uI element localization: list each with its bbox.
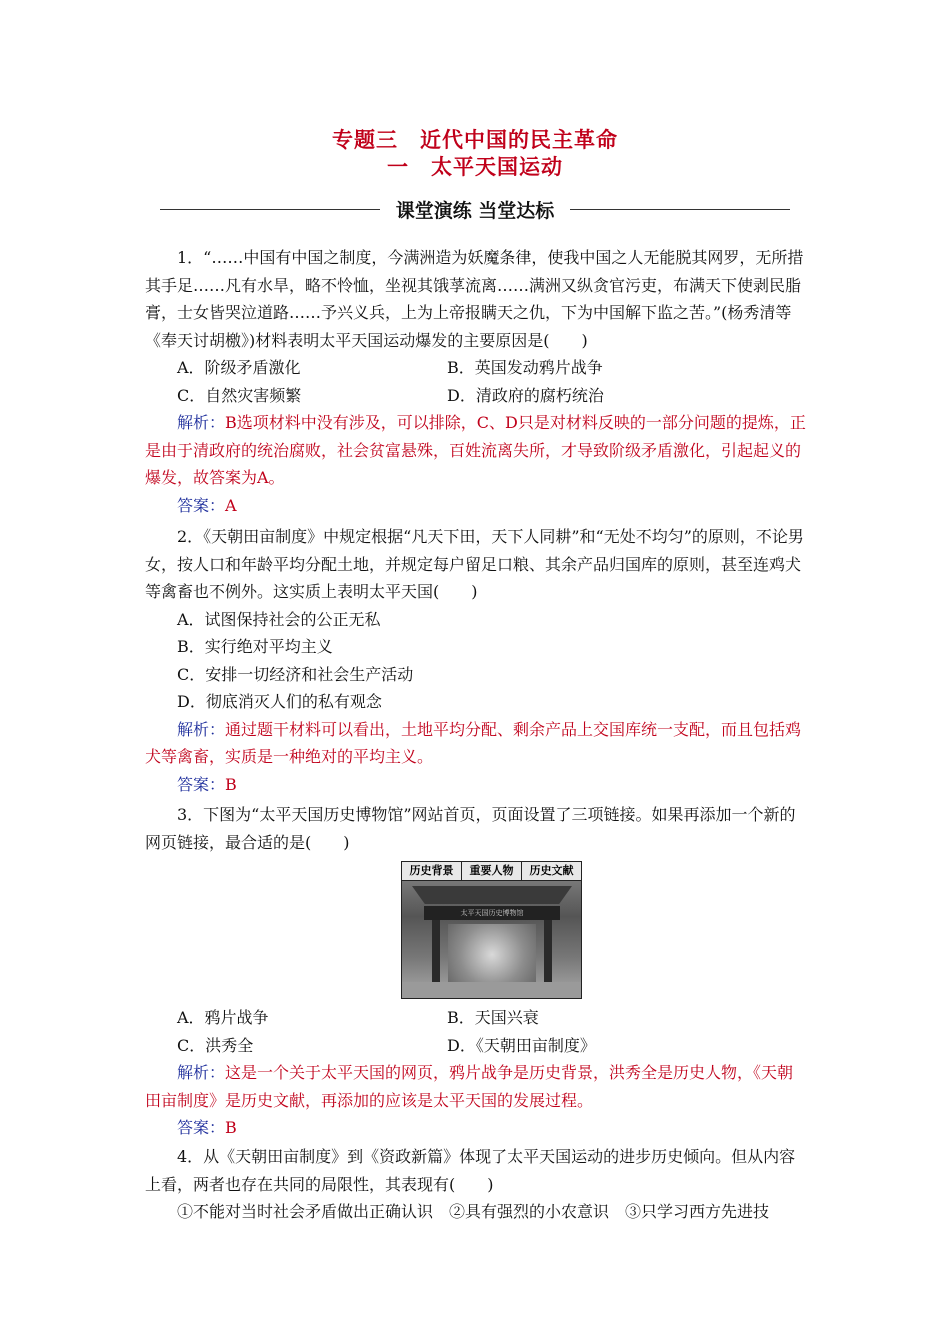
banner-text: 课堂演练 当堂达标 xyxy=(395,200,555,222)
question-3-analysis xyxy=(145,1059,807,1114)
page-subtitle: 一 太平天国运动 xyxy=(387,154,563,179)
question-3-options-row1 xyxy=(145,1004,807,1032)
option-c: C．安排一切经济和社会生产活动 xyxy=(177,664,414,684)
option-c: C．自然灾害频繁 xyxy=(177,385,302,405)
answer-label: 答案： xyxy=(177,1118,226,1137)
tab-history-background: 历史背景 xyxy=(402,862,462,880)
question-1 xyxy=(145,244,807,519)
analysis-label: 解析： xyxy=(177,413,226,432)
analysis-text: 这是一个关于太平天国的网页，鸦片战争是历史背景，洪秀全是历史人物，《天朝田亩制度》是历史文献，再添加的应该是太平天国的发展过程。 xyxy=(145,1063,794,1110)
option-a: A．试图保持社会的公正无私 xyxy=(177,609,381,629)
option-d: D．《天朝田亩制度》 xyxy=(447,1035,596,1055)
answer-value: A xyxy=(225,495,237,515)
section-banner xyxy=(160,196,790,222)
question-1-analysis xyxy=(145,409,807,492)
museum-sign: 太平天国历史博物馆 xyxy=(460,909,524,917)
banner-rule-right xyxy=(570,209,790,210)
question-1-options-row2 xyxy=(145,382,807,410)
figure-link-tabs xyxy=(402,862,581,881)
gate-roof xyxy=(412,886,572,904)
question-3 xyxy=(145,801,807,856)
option-a: A．阶级矛盾激化 xyxy=(177,358,301,377)
answer-value: B xyxy=(225,1118,237,1137)
answer-value: B xyxy=(225,774,237,794)
answer-label: 答案： xyxy=(177,774,226,794)
question-1-answer xyxy=(145,492,807,520)
option-a: A．鸦片战争 xyxy=(177,1008,269,1027)
option-b: B．英国发动鸦片战争 xyxy=(447,358,603,377)
page-title: 专题三 近代中国的民主革命 xyxy=(332,127,618,152)
analysis-label: 解析： xyxy=(177,1063,226,1082)
tab-key-figures: 重要人物 xyxy=(462,862,522,880)
analysis-text: 通过题干材料可以看出，土地平均分配、剩余产品上交国库统一支配，而且包括鸡犬等禽畜，实质是一种绝对的平均主义。 xyxy=(145,719,802,766)
analysis-text: B选项材料中没有涉及，可以排除，C、D只是对材料反映的一部分问题的提炼，正是由于清政府的统治腐败，社会贫富悬殊，百姓流离失所，才导致阶级矛盾激化，引起起义的爆发，故答案为A。 xyxy=(145,413,806,487)
option-d: D．彻底消灭人们的私有观念 xyxy=(177,692,382,711)
analysis-label: 解析： xyxy=(177,719,226,739)
question-3-options-row2 xyxy=(145,1032,807,1060)
option-b: B．实行绝对平均主义 xyxy=(177,637,333,656)
answer-label: 答案： xyxy=(177,495,226,515)
question-4 xyxy=(145,1143,807,1226)
option-b: B．天国兴衰 xyxy=(447,1008,539,1027)
question-1-options-row1 xyxy=(145,354,807,382)
museum-website-figure xyxy=(401,861,582,999)
question-2-analysis xyxy=(145,716,807,771)
question-2-answer xyxy=(145,771,807,799)
question-3-stem: 3．下图为“太平天国历史博物馆”网站首页，页面设置了三项链接。如果再添加一个新的网页链接，最合适的是( ) xyxy=(145,805,796,852)
question-4-stem: 4．从《天朝田亩制度》到《资政新篇》体现了太平天国运动的进步历史倾向。但从内容上看，两者也存在共同的局限性，其表现有( ) xyxy=(145,1147,796,1194)
question-4-items: ①不能对当时社会矛盾做出正确认识 ②具有强烈的小农意识 ③只学习西方先进技 xyxy=(177,1202,770,1221)
question-1-stem: 1．“……中国有中国之制度，今满洲造为妖魔条律，使我中国之人无能脱其网罗，无所措其手足……凡有水旱，略不怜恤，坐视其饿莩流离……满洲又纵贪官污吏，布满天下使剥民脂膏，士女皆哭泣道路……予兴义兵，上为上帝报瞒天之仇，下为中国解下监之苦。”(杨秀清等《奉天讨胡檄》)材料表明太平天国运动爆发的主要原因是( ) xyxy=(145,248,804,350)
question-3-rest xyxy=(145,1004,807,1142)
question-3-answer xyxy=(145,1114,807,1142)
option-c: C．洪秀全 xyxy=(177,1035,254,1055)
option-d: D．清政府的腐朽统治 xyxy=(447,385,604,405)
question-2 xyxy=(145,523,807,798)
ground xyxy=(402,982,581,998)
tab-history-documents: 历史文献 xyxy=(529,864,574,877)
question-2-stem: 2．《天朝田亩制度》中规定根据“凡天下田，天下人同耕”和“无处不均匀”的原则，不论男女，按人口和年龄平均分配土地，并规定每户留足口粮、其余产品归国库的原则，甚至连鸡犬等禽畜也不例外。这实质上表明太平天国( ) xyxy=(145,527,804,601)
